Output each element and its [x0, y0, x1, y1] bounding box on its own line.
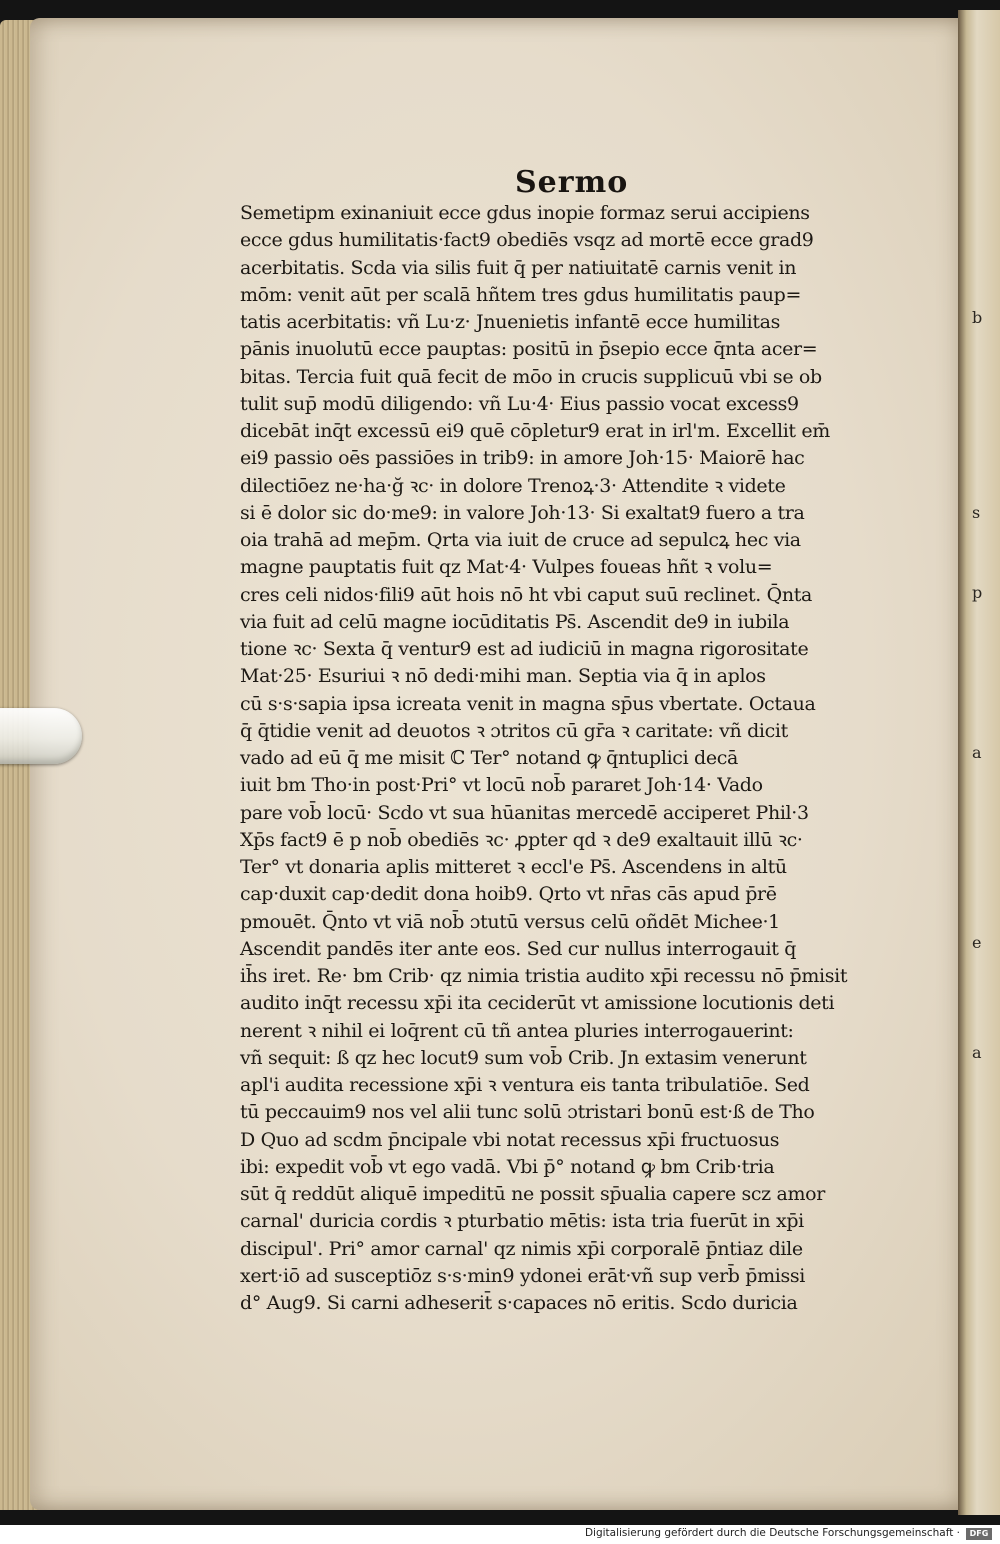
facing-page-letter: e	[972, 933, 982, 952]
text-line: ecce gdus humilitatis·fact9 obediēs vsqz ad mortē ecce grad9	[240, 229, 814, 252]
credit-bar	[0, 1525, 1000, 1544]
text-line: discipul'. Pri° amor carnal' qz nimis xp̄i corporalē p̄ntiaz dile	[240, 1237, 803, 1260]
dfg-logo-icon: DFG	[966, 1528, 992, 1540]
text-line: oia trahā ad mep̄m. Qrta via iuit de cruce ad sepulcꝝ hec via	[240, 529, 801, 551]
text-line: cres celi nidos·fili9 aūt hois nō ht vbi caput suū reclinet. Q̄nta	[240, 583, 813, 606]
text-line: apl'i audita recessione xp̄i ꝛ ventura eis tanta tribulatiōe. Sed	[240, 1074, 810, 1096]
funding-credit: Digitalisierung gefördert durch die Deutsche Forschungsgemeinschaft ·	[584, 1527, 960, 1539]
page-heading: Sermo	[515, 165, 629, 200]
facing-page-letter: s	[972, 503, 981, 522]
facing-page-letter: a	[972, 1043, 982, 1062]
text-block	[240, 200, 880, 1317]
text-line: Ter° vt donaria aplis mitteret ꝛ eccl'e Ps̄. Ascendens in altū	[240, 856, 787, 878]
text-line: tū peccauim9 nos vel alii tunc solū ɔtristari bonū est·ß de Tho	[240, 1101, 815, 1124]
text-line: Ascendit pandēs iter ante eos. Sed cur nullus interrogauit q̄	[240, 937, 797, 960]
text-line: ih̄s iret. Re· bm Crib· qz nimia tristia audito xp̄i recessu nō p̄misit	[240, 965, 848, 987]
facing-page-edge	[958, 10, 1000, 1515]
text-line: tatis acerbitatis: vñ Lu·z· Jnuenietis infantē ecce humilitas	[240, 311, 780, 333]
text-line: pānis inuolutū ecce pauptas: positū in p̄sepio ecce q̄nta acer=	[240, 338, 818, 361]
text-line: cap·duxit cap·dedit dona hoib9. Qrto vt nr̄as cās apud p̄rē	[240, 883, 777, 906]
text-line: ei9 passio oēs passiōes in trib9: in amore Joh·15· Maiorē hac	[240, 447, 805, 470]
text-line: xert·iō ad susceptiōz s·s·min9 ydonei erāt·vñ sup verb̄ p̄missi	[240, 1264, 806, 1287]
text-line: D Quo ad scdm p̄ncipale vbi notat recessus xp̄i fructuosus	[240, 1128, 780, 1151]
text-line: Mat·25· Esuriui ꝛ nō dedi·mihi man. Septia via q̄ in aplos	[240, 665, 766, 688]
facing-page-letter: b	[972, 308, 983, 327]
text-line: acerbitatis. Scda via silis fuit q̄ per natiuitatē carnis venit in	[240, 256, 797, 279]
text-line: cū s·s·sapia ipsa icreata venit in magna sp̄us vbertate. Octaua	[240, 692, 816, 715]
text-line: dilectiōez ne·ha·ğ ꝛc· in dolore Trenoꝝ·3· Attendite ꝛ videte	[240, 474, 786, 497]
text-line: iuit bm Tho·in post·Pri° vt locū nob̄ pararet Joh·14· Vado	[240, 774, 763, 797]
text-line: ibi: expedit vob̄ vt ego vadā. Vbi p̄° notand ꝙ bm Crib·tria	[240, 1155, 775, 1178]
text-line: via fuit ad celū magne iocūditatis Ps̄. Ascendit de9 in iubila	[240, 610, 790, 633]
text-line: bitas. Tercia fuit quā fecit de mōo in crucis supplicuū vbi se ob	[240, 365, 822, 388]
text-line: Xp̄s fact9 ē p nob̄ obediēs ꝛc· ꝓpter qd ꝛ de9 exaltauit illū ꝛc·	[240, 828, 803, 851]
text-line: q̄ q̄tidie venit ad deuotos ꝛ ɔtritos cū gr̄a ꝛ caritate: vñ dicit	[240, 719, 788, 742]
text-line: pare vob̄ locū· Scdo vt sua hūanitas mercedē acciperet Phil·3	[240, 801, 809, 824]
text-line: audito inq̄t recessu xp̄i ita ceciderūt vt amissione locutionis deti	[240, 992, 835, 1015]
glass-page-weight	[0, 708, 82, 764]
text-line: pmouēt. Q̄nto vt viā nob̄ ɔtutū versus celū oñdēt Michee·1	[240, 910, 780, 933]
text-line: Semetipm exinaniuit ecce gdus inopie formaz serui accipiens	[240, 202, 810, 224]
text-line: dicebāt inq̄t excessū ei9 quē cōpletur9 erat in irl'm. Excellit em̄	[240, 420, 830, 442]
text-line: magne pauptatis fuit qz Mat·4· Vulpes foueas hñt ꝛ volu=	[240, 556, 773, 579]
text-line: vñ sequit: ß qz hec locut9 sum vob̄ Crib. Jn extasim venerunt	[240, 1046, 807, 1069]
facing-page-letter: p	[972, 583, 983, 602]
text-line: sūt q̄ reddūt aliquē impeditū ne possit sp̄ualia capere scz amor	[240, 1183, 825, 1205]
text-line: tulit sup̄ modū diligendo: vñ Lu·4· Eius passio vocat excess9	[240, 392, 799, 415]
text-line: tione ꝛc· Sexta q̄ ventur9 est ad iudiciū in magna rigorositate	[240, 638, 809, 660]
text-line: si ē dolor sic do·me9: in valore Joh·13· Si exaltat9 fuero a tra	[240, 501, 805, 524]
text-line: carnal' duricia cordis ꝛ pturbatio mētis: ista tria fuerūt in xp̄i	[240, 1210, 804, 1233]
text-line: mōm: venit aūt per scalā hñtem tres gdus humilitatis paup=	[240, 283, 802, 306]
text-line: vado ad eū q̄ me misit ℂ Ter° notand ꝙ q̄ntuplici decā	[240, 747, 738, 769]
text-line: d° Aug9. Si carni adheserit̄ s·capaces nō eritis. Scdo duricia	[240, 1292, 798, 1314]
text-line: nerent ꝛ nihil ei loq̄rent cū tñ antea pluries interrogauerint:	[240, 1019, 794, 1042]
facing-page-letter: a	[972, 743, 982, 762]
